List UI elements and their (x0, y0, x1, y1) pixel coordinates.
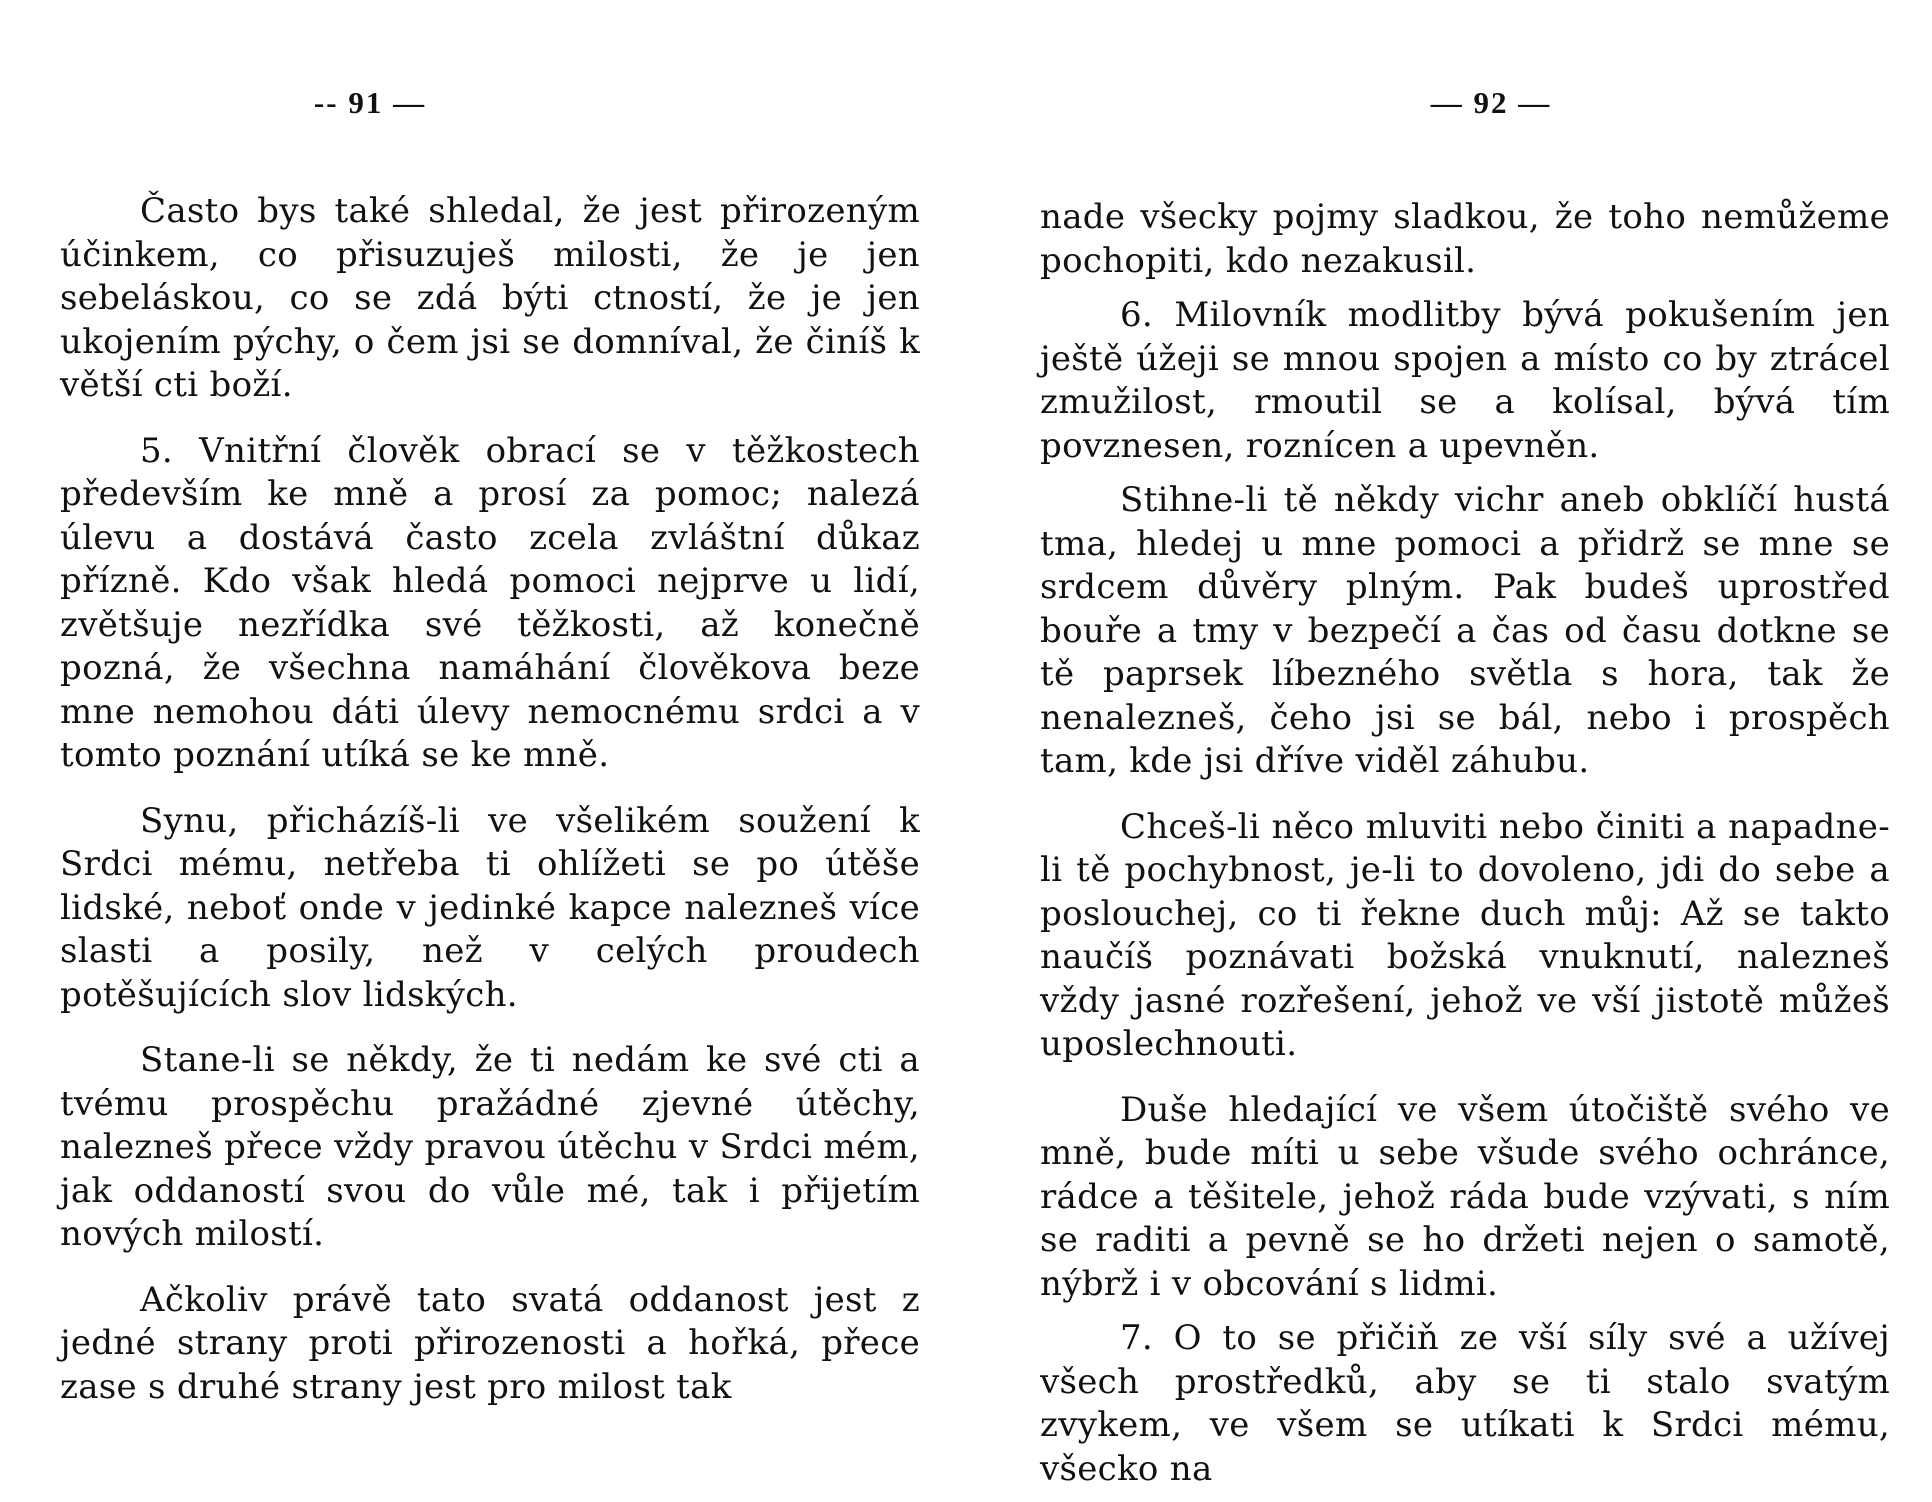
paragraph: Stihne-li tě někdy vichr aneb obklíčí hustá tma, hledej u mne pomoci a přidrž se mne se srdcem důvěry plným. Pak budeš uprostřed bouře a tmy v bezpečí a čas od času dotkne se tě paprsek líbezného světla s hora, tak že nenalezneš, čeho jsi se bál, nebo i prospěch tam, kde jsi dříve viděl záhubu. (1040, 480, 1890, 781)
paragraph: Duše hledající ve všem útočiště svého ve mně, bude míti u sebe všude svého ochránce, rádce a těšitele, jehož ráda bude vzývati, s ním se raditi a pevně se ho držeti nejen o samotě, nýbrž i v obcování s lidmi. (1040, 1089, 1890, 1304)
right-page (1040, 0, 1890, 1500)
paragraph: Často bys také shledal, že jest přirozeným účinkem, co přisuzuješ milosti, že je jen sebeláskou, co se zdá býti ctností, že je jen ukojením pýchy, o čem jsi se domníval, že činíš k větší cti boží. (60, 191, 920, 405)
left-page (60, 0, 920, 1500)
paragraph: Chceš-li něco mluviti nebo činiti a napadne-li tě pochybnost, je-li to dovoleno, jdi do sebe a poslouchej, co ti řekne duch můj: Až se takto naučíš poznávati božská vnuknutí, nalezneš vždy jasné rozřešení, jehož ve vší jistotě můžeš uposlechnouti. (1040, 806, 1890, 1064)
page-number-left: -- 91 — (313, 85, 427, 120)
paragraph: 7. O to se přičiň ze vší síly své a užívej všech prostředků, aby se ti stalo svatým zvykem, ve všem se utíkati k Srdci mému, všecko na (1040, 1318, 1890, 1489)
paragraph: nade všecky pojmy sladkou, že toho nemůžeme pochopiti, kdo nezakusil. (1040, 197, 1890, 281)
paragraph: Stane-li se někdy, že ti nedám ke své cti a tvému prospěchu pražádné zjevné útěchy, nalezneš přece vždy pravou útěchu v Srdci mém, jak oddaností svou do vůle mé, tak i přijetím nových milostí. (60, 1040, 920, 1254)
page-number-right: — 92 — (1430, 85, 1552, 120)
left-page-text (60, 190, 920, 1431)
paragraph: 6. Milovník modlitby bývá pokušením jen ještě úžeji se mnou spojen a místo co by ztrácel zmužilost, rmoutil se a kolísal, bývá tím povznesen, roznícen a upevněn. (1040, 295, 1890, 466)
paragraph: Ačkoliv právě tato svatá oddanost jest z jedné strany proti přirozenosti a hořká, přece zase s druhé strany jest pro milost tak (60, 1279, 920, 1407)
paragraph: 5. Vnitřní člověk obrací se v těžkostech především ke mně a prosí za pomoc; nalezá úlevu a dostává často zcela zvláštní důkaz přízně. Kdo však hledá pomoci nejprve u lidí, zvětšuje nezřídka své těžkosti, až konečně pozná, že všechna namáhání člověkova beze mne nemohou dáti úlevy nemocnému srdci a v tomto poznání utíká se ke mně. (60, 430, 920, 775)
right-page-text (1040, 196, 1890, 1502)
paragraph: Synu, přicházíš-li ve všelikém soužení k Srdci mému, netřeba ti ohlížeti se po útěše lidské, neboť onde v jedinké kapce nalezneš více slasti a posily, než v celých proudech potěšujících slov lidských. (60, 800, 920, 1015)
